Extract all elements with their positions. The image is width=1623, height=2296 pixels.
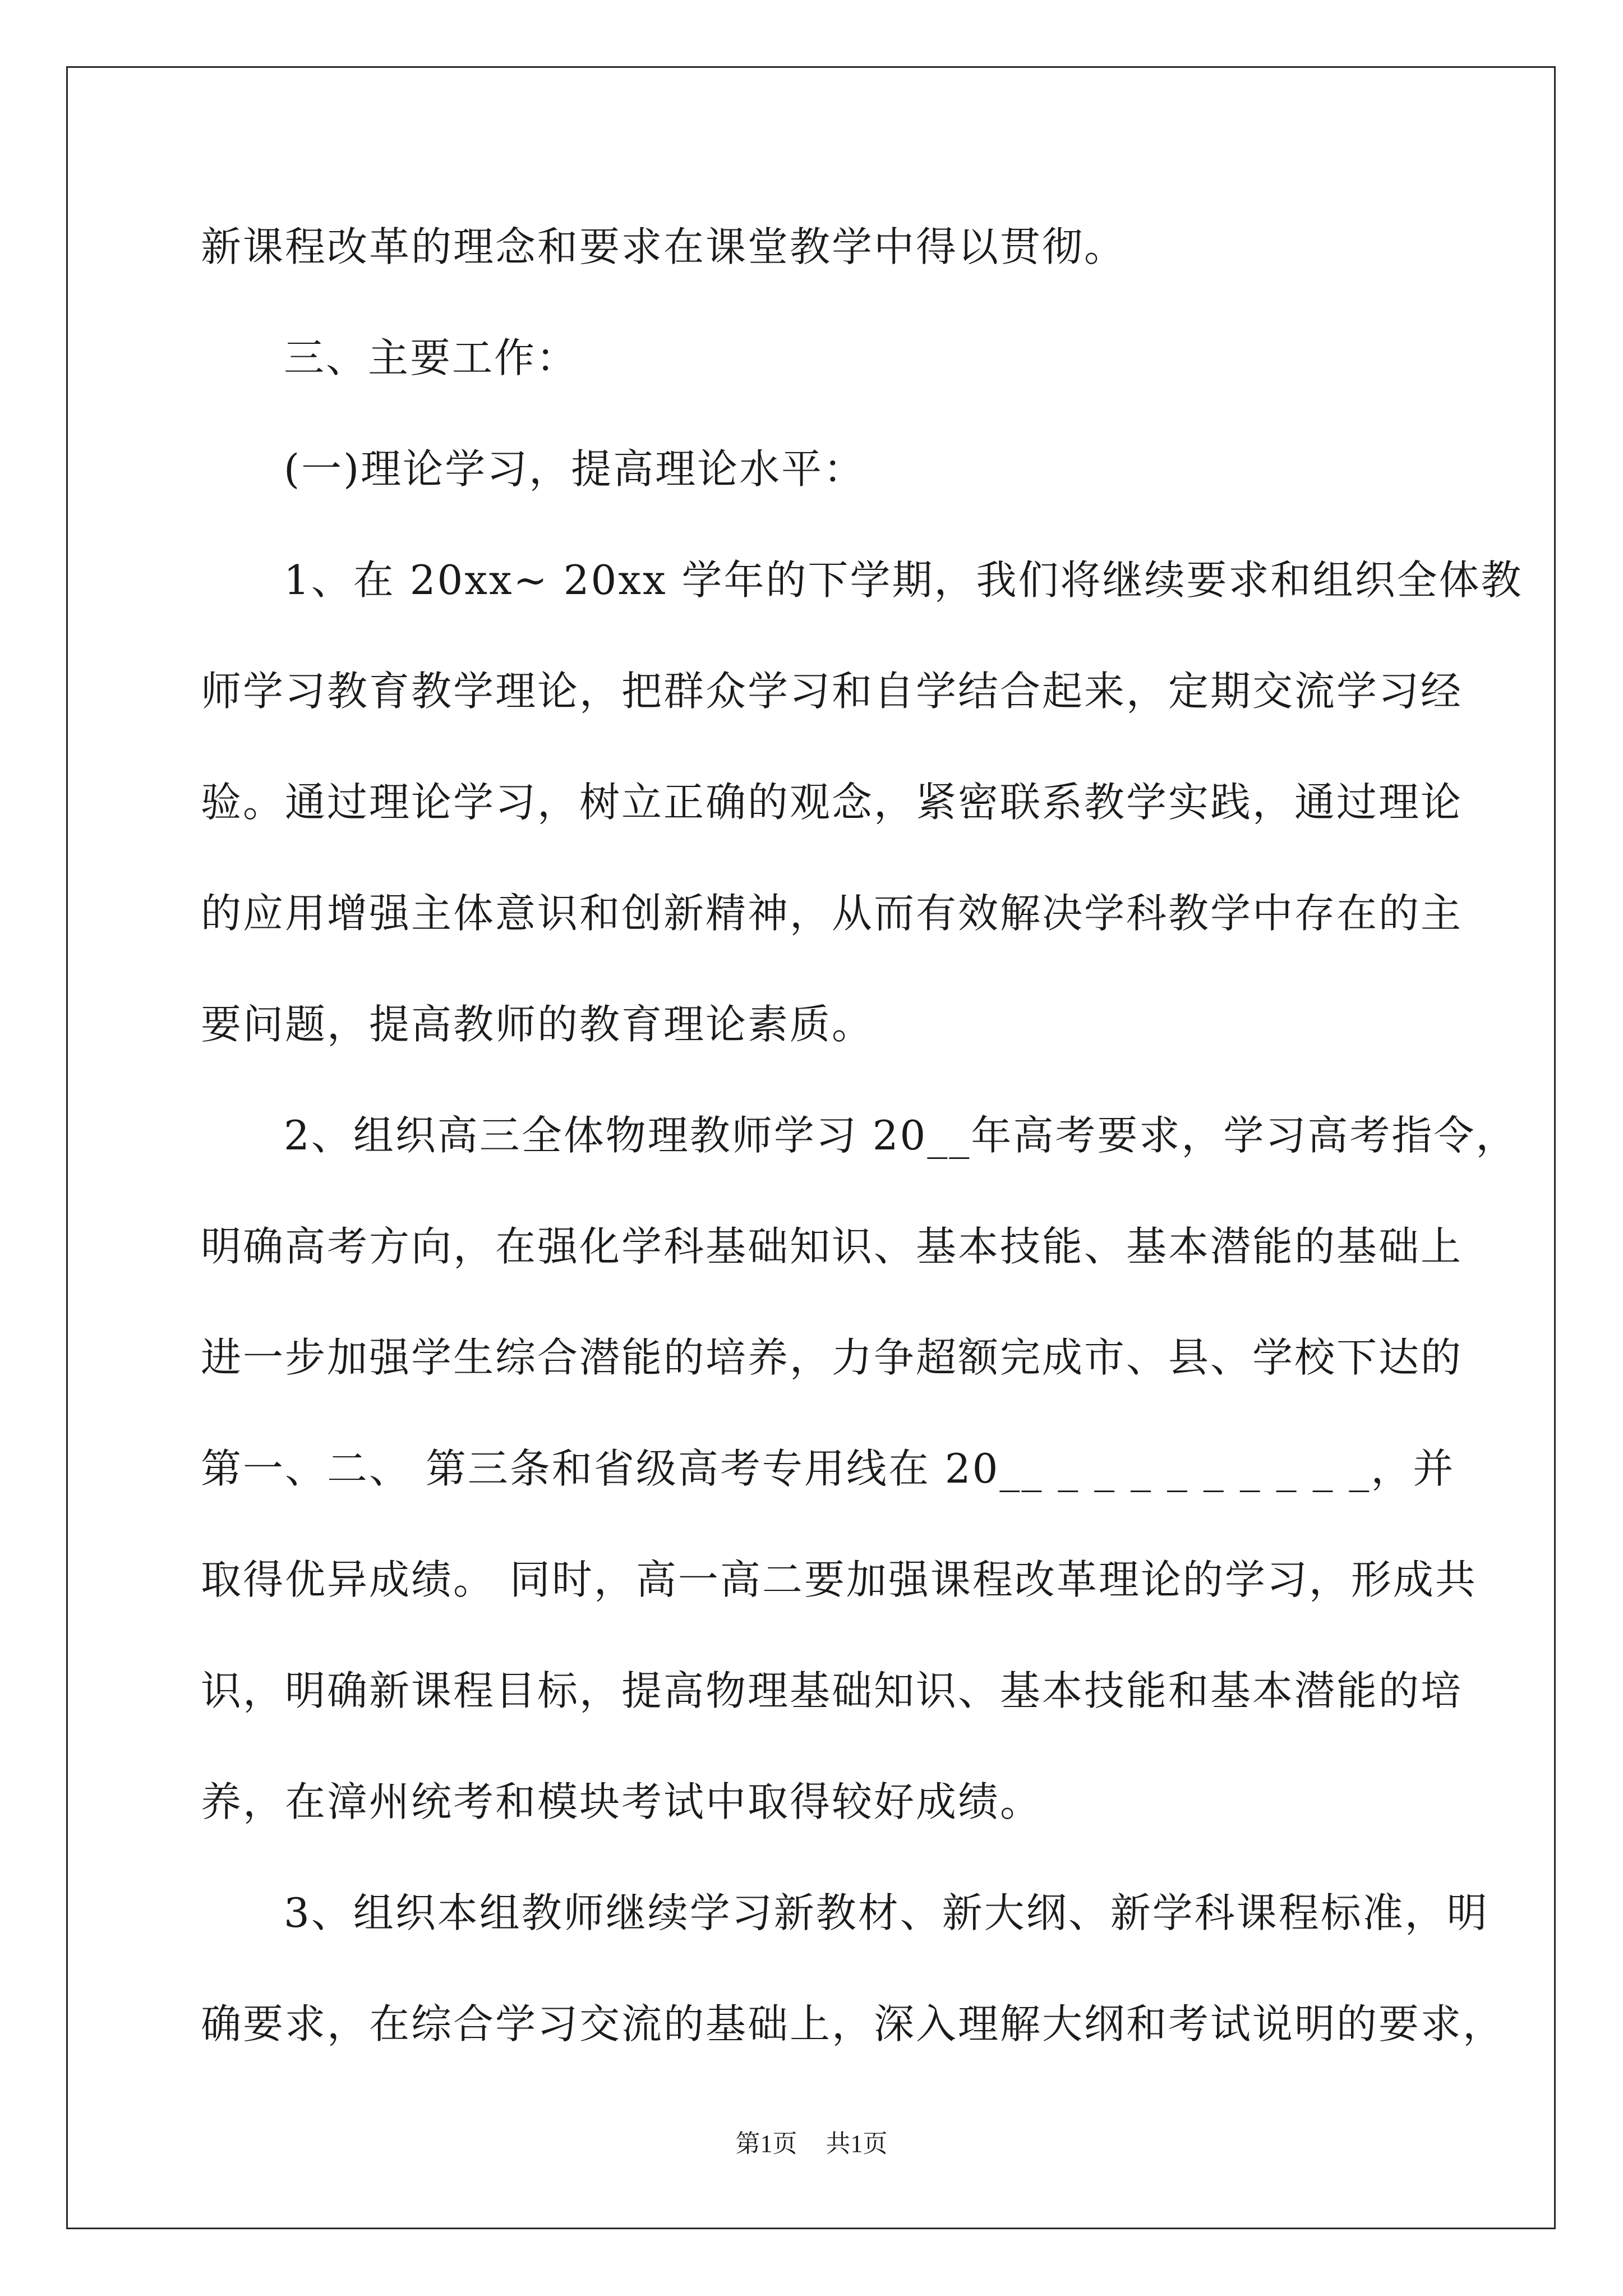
paragraph-line: 明确高考方向，在强化学科基础知识、基本技能、基本潜能的基础上 xyxy=(201,1223,1463,1270)
paragraph-line: 识，明确新课程目标，提高物理基础知识、基本技能和基本潜能的培 xyxy=(201,1667,1463,1714)
subsection-heading: (一)理论学习，提高理论水平： xyxy=(284,445,866,493)
paragraph-line: 第一、二、 第三条和省级高考专用线在 20__ _ _ _ _ _ _ _ _ _，并 xyxy=(201,1445,1455,1492)
page-footer xyxy=(0,2123,1623,2159)
paragraph-line: 确要求，在综合学习交流的基础上，深入理解大纲和考试说明的要求， xyxy=(201,2000,1505,2047)
paragraph-line: 1、在 20xx~ 20xx 学年的下学期，我们将继续要求和组织全体教 xyxy=(284,556,1523,604)
paragraph-line: 进一步加强学生综合潜能的培养，力争超额完成市、县、学校下达的 xyxy=(201,1334,1463,1381)
paragraph-line: 取得优异成绩。 同时，高一高二要加强课程改革理论的学习，形成共 xyxy=(201,1556,1477,1603)
paragraph-line: 验。通过理论学习，树立正确的观念，紧密联系教学实践，通过理论 xyxy=(201,779,1463,826)
page-number: 第1页 xyxy=(735,2130,797,2157)
section-heading: 三、主要工作： xyxy=(284,334,579,381)
paragraph-line: 师学习教育教学理论，把群众学习和自学结合起来，定期交流学习经 xyxy=(201,668,1463,715)
paragraph-line: 养，在漳州统考和模块考试中取得较好成绩。 xyxy=(201,1778,1043,1825)
paragraph-line: 2、组织高三全体物理教师学习 20__年高考要求，学习高考指令， xyxy=(284,1112,1518,1159)
paragraph-line: 新课程改革的理念和要求在课堂教学中得以贯彻。 xyxy=(201,223,1127,270)
page-total: 共1页 xyxy=(826,2130,888,2157)
paragraph-line: 3、组织本组教师继续学习新教材、新大纲、新学科课程标准，明 xyxy=(284,1889,1489,1936)
paragraph-line: 的应用增强主体意识和创新精神，从而有效解决学科教学中存在的主 xyxy=(201,890,1463,937)
paragraph-line: 要问题，提高教师的教育理论素质。 xyxy=(201,1001,874,1048)
